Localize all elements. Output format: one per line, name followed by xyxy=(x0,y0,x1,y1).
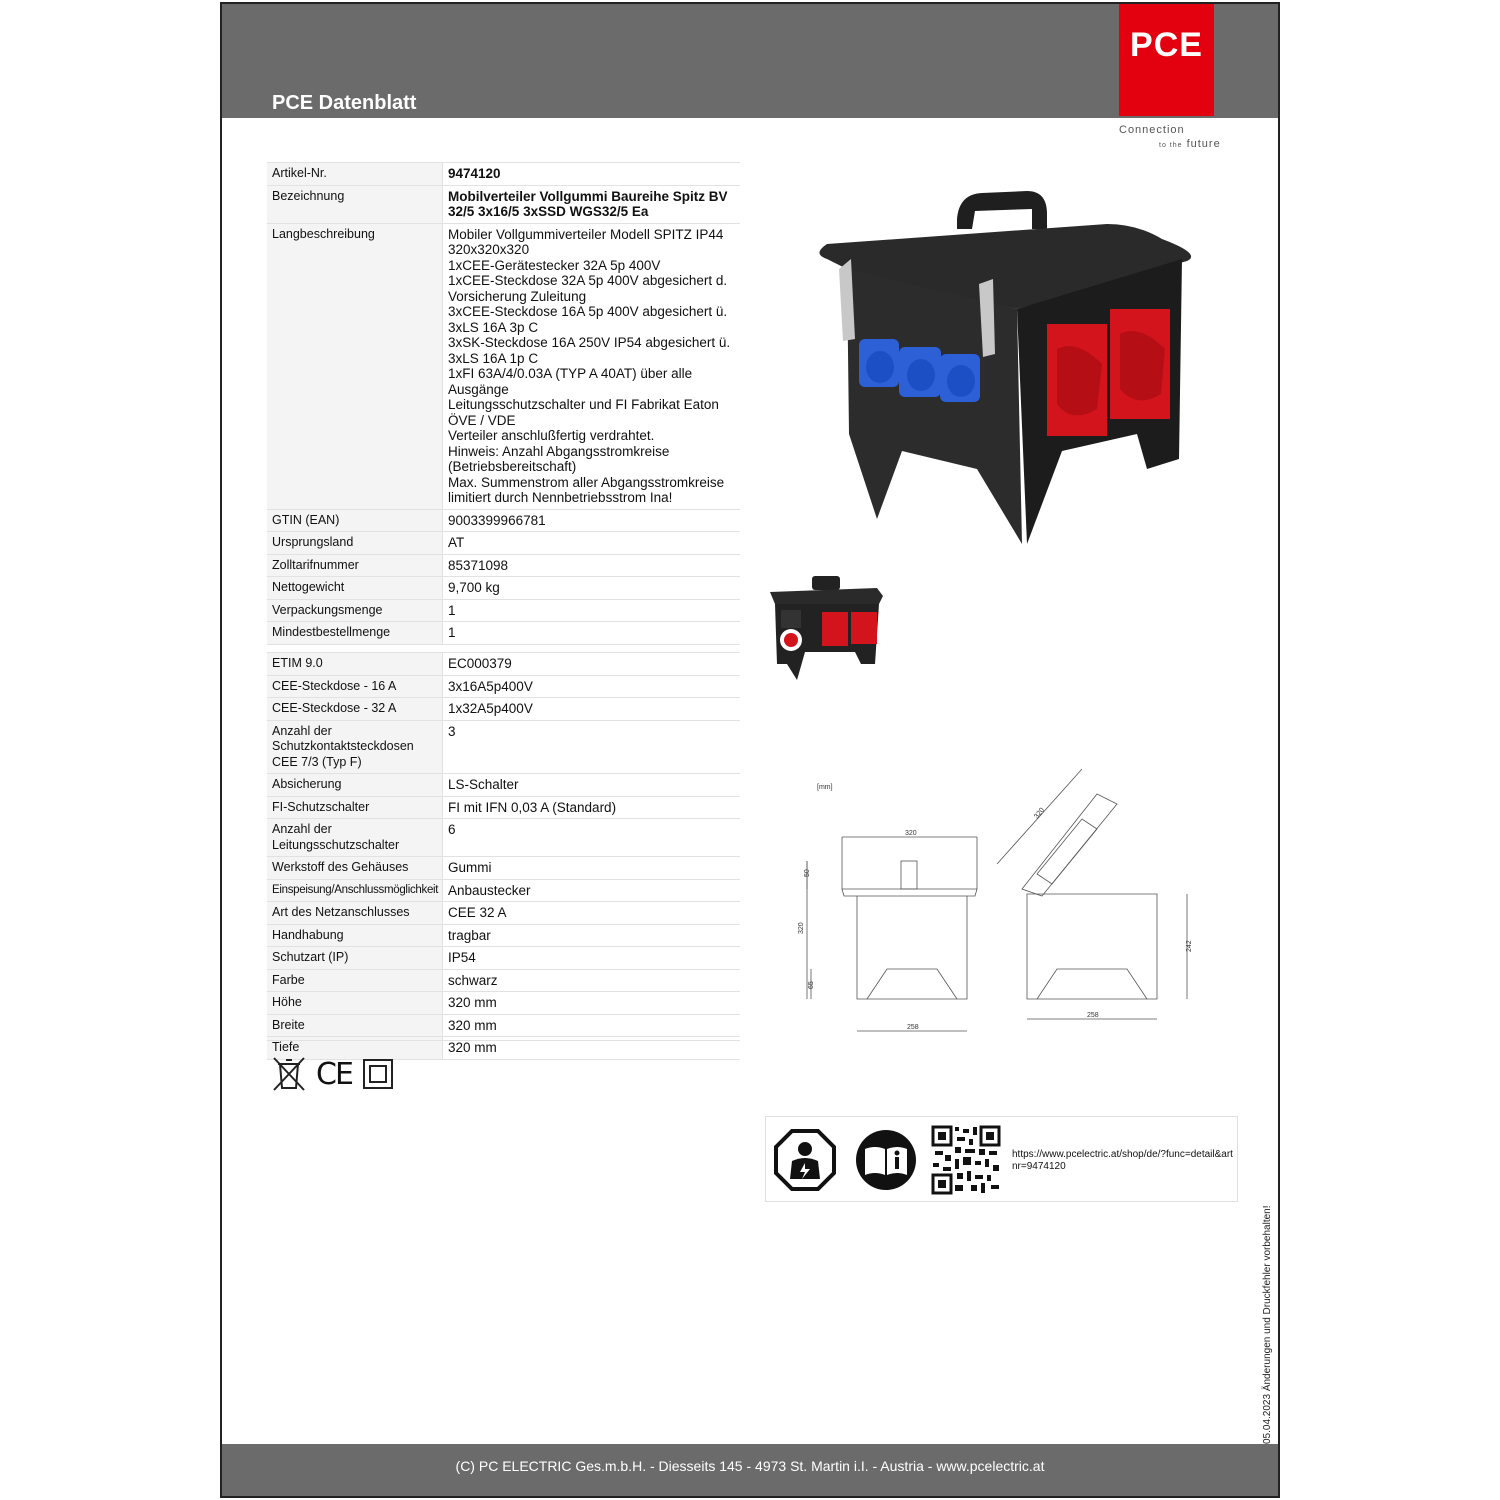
tagline-future: to the future xyxy=(1159,138,1221,150)
table-row xyxy=(267,774,740,797)
spec-table-general xyxy=(267,162,740,645)
product-thumbnail xyxy=(767,574,887,684)
table-row xyxy=(267,675,740,698)
spec-value: 3 xyxy=(443,720,741,774)
svg-text:258: 258 xyxy=(1087,1012,1099,1019)
table-row xyxy=(267,857,740,880)
spec-label: Ursprungsland xyxy=(267,532,443,555)
table-row xyxy=(267,185,740,223)
table-row xyxy=(267,223,740,509)
spec-label: Art des Netzanschlusses xyxy=(267,902,443,925)
table-row xyxy=(267,577,740,600)
footer: (C) PC ELECTRIC Ges.m.b.H. - Diesseits 145 - 4973 St. Martin i.I. - Austria - www.pcelectric.at xyxy=(222,1444,1278,1496)
spec-value: CEE 32 A xyxy=(443,902,741,925)
spec-value: Mobiler Vollgummiverteiler Modell SPITZ IP44 320x320x320 1xCEE-Gerätestecker 32A 5p 400V 1xCEE-Steckdose 32A 5p 400V abgesichert d. Vorsicherung Zuleitung 3xCEE-Steckdose 16A 5p 400V abgesichert ü. 3xLS 16A 3p C 3xSK-Steckdose 16A 250V IP54 abgesichert ü. 3xLS 16A 1p C 1xFI 63A/4/0.03A (TYP A 40AT) über alle Ausgänge Leitungsschutzschalter und FI Fabrikat Eaton ÖVE / VDE Verteiler anschlußfertig verdrahtet. Hinweis: Anzahl Abgangsstromkreise (Betriebsbereitschaft) Max. Summenstrom aller Abgangsstromkreise limitiert durch Nennbetriebsstrom Ina! xyxy=(443,223,741,509)
spec-label: Langbeschreibung xyxy=(267,223,443,509)
spec-label: GTIN (EAN) xyxy=(267,509,443,532)
spec-label: Schutzart (IP) xyxy=(267,947,443,970)
spec-value: IP54 xyxy=(443,947,741,970)
table-row xyxy=(267,796,740,819)
spec-value: 9474120 xyxy=(443,163,741,186)
spec-value: 9,700 kg xyxy=(443,577,741,600)
spec-label: Artikel-Nr. xyxy=(267,163,443,186)
table-row xyxy=(267,509,740,532)
spec-label: Absicherung xyxy=(267,774,443,797)
unit-label: [mm] xyxy=(817,784,833,791)
spec-label: Anzahl der Schutzkontaktsteckdosen CEE 7/3 (Typ F) xyxy=(267,720,443,774)
product-image xyxy=(807,189,1197,549)
table-row xyxy=(267,992,740,1015)
info-box xyxy=(765,1116,1238,1202)
spec-label: Tiefe xyxy=(267,1037,443,1060)
page-title: PCE Datenblatt xyxy=(272,92,417,114)
svg-text:320: 320 xyxy=(1033,806,1047,821)
spec-label: Verpackungsmenge xyxy=(267,599,443,622)
spec-value: 1 xyxy=(443,599,741,622)
spec-value: 320 mm xyxy=(443,1037,741,1060)
spec-value: LS-Schalter xyxy=(443,774,741,797)
table-row xyxy=(267,819,740,857)
table-row xyxy=(267,163,740,186)
spec-value: 1 xyxy=(443,622,741,645)
spec-value: AT xyxy=(443,532,741,555)
table-row xyxy=(267,924,740,947)
spec-label: Breite xyxy=(267,1014,443,1037)
spec-label: Zolltarifnummer xyxy=(267,554,443,577)
spec-label: Farbe xyxy=(267,969,443,992)
date-disclaimer: 05.04.2023 Änderungen und Druckfehler vorbehalten! xyxy=(1262,1205,1273,1444)
spec-value: 320 mm xyxy=(443,1014,741,1037)
spec-label: CEE-Steckdose - 16 A xyxy=(267,675,443,698)
table-row xyxy=(267,902,740,925)
spec-label: Nettogewicht xyxy=(267,577,443,600)
spec-label: CEE-Steckdose - 32 A xyxy=(267,698,443,721)
table-row xyxy=(267,653,740,676)
spec-label: FI-Schutzschalter xyxy=(267,796,443,819)
spec-value: FI mit IFN 0,03 A (Standard) xyxy=(443,796,741,819)
spec-label: Werkstoff des Gehäuses xyxy=(267,857,443,880)
spec-label: Bezeichnung xyxy=(267,185,443,223)
spec-value: 1x32A5p400V xyxy=(443,698,741,721)
header-bar xyxy=(222,4,1278,118)
product-url[interactable]: https://www.pcelectric.at/shop/de/?func=detail&artnr=9474120 xyxy=(1012,1149,1233,1172)
technical-drawing xyxy=(797,764,1217,1054)
svg-text:65: 65 xyxy=(808,981,815,989)
table-row xyxy=(267,1014,740,1037)
qr-code-icon xyxy=(931,1125,1001,1195)
spec-label: Anzahl der Leitungsschutzschalter xyxy=(267,819,443,857)
weee-bin-icon xyxy=(272,1056,306,1092)
spec-table-etim xyxy=(267,652,740,1060)
table-row xyxy=(267,879,740,902)
svg-text:242: 242 xyxy=(1186,940,1193,952)
spec-value: 6 xyxy=(443,819,741,857)
spec-value: Mobilverteiler Vollgummi Baureihe Spitz BV 32/5 3x16/5 3xSSD WGS32/5 Ea xyxy=(443,185,741,223)
table-row xyxy=(267,720,740,774)
pce-logo: PCE xyxy=(1119,4,1214,116)
table-row xyxy=(267,969,740,992)
svg-text:258: 258 xyxy=(907,1024,919,1031)
table-row xyxy=(267,599,740,622)
table-row xyxy=(267,947,740,970)
spec-value: EC000379 xyxy=(443,653,741,676)
tagline-connection: Connection xyxy=(1119,124,1185,136)
spec-label: ETIM 9.0 xyxy=(267,653,443,676)
spec-value: schwarz xyxy=(443,969,741,992)
read-manual-icon xyxy=(855,1129,917,1191)
svg-text:320: 320 xyxy=(798,922,805,934)
spec-value: 3x16A5p400V xyxy=(443,675,741,698)
table-row xyxy=(267,622,740,645)
datasheet-page xyxy=(220,2,1280,1498)
spec-label: Einspeisung/Anschlussmöglichkeit xyxy=(267,879,443,902)
spec-value: Gummi xyxy=(443,857,741,880)
ce-mark: CE xyxy=(316,1056,352,1092)
table-row xyxy=(267,532,740,555)
electrician-warning-icon xyxy=(774,1129,836,1191)
spec-value: Anbaustecker xyxy=(443,879,741,902)
certification-icons xyxy=(272,1054,394,1094)
spec-value: 9003399966781 xyxy=(443,509,741,532)
divider xyxy=(267,1040,740,1041)
table-row xyxy=(267,698,740,721)
svg-text:50: 50 xyxy=(804,869,811,877)
spec-label: Höhe xyxy=(267,992,443,1015)
svg-text:320: 320 xyxy=(905,830,917,837)
spec-label: Mindestbestellmenge xyxy=(267,622,443,645)
class-ii-icon xyxy=(362,1058,394,1090)
spec-label: Handhabung xyxy=(267,924,443,947)
table-row xyxy=(267,554,740,577)
spec-value: 85371098 xyxy=(443,554,741,577)
spec-value: tragbar xyxy=(443,924,741,947)
spec-value: 320 mm xyxy=(443,992,741,1015)
